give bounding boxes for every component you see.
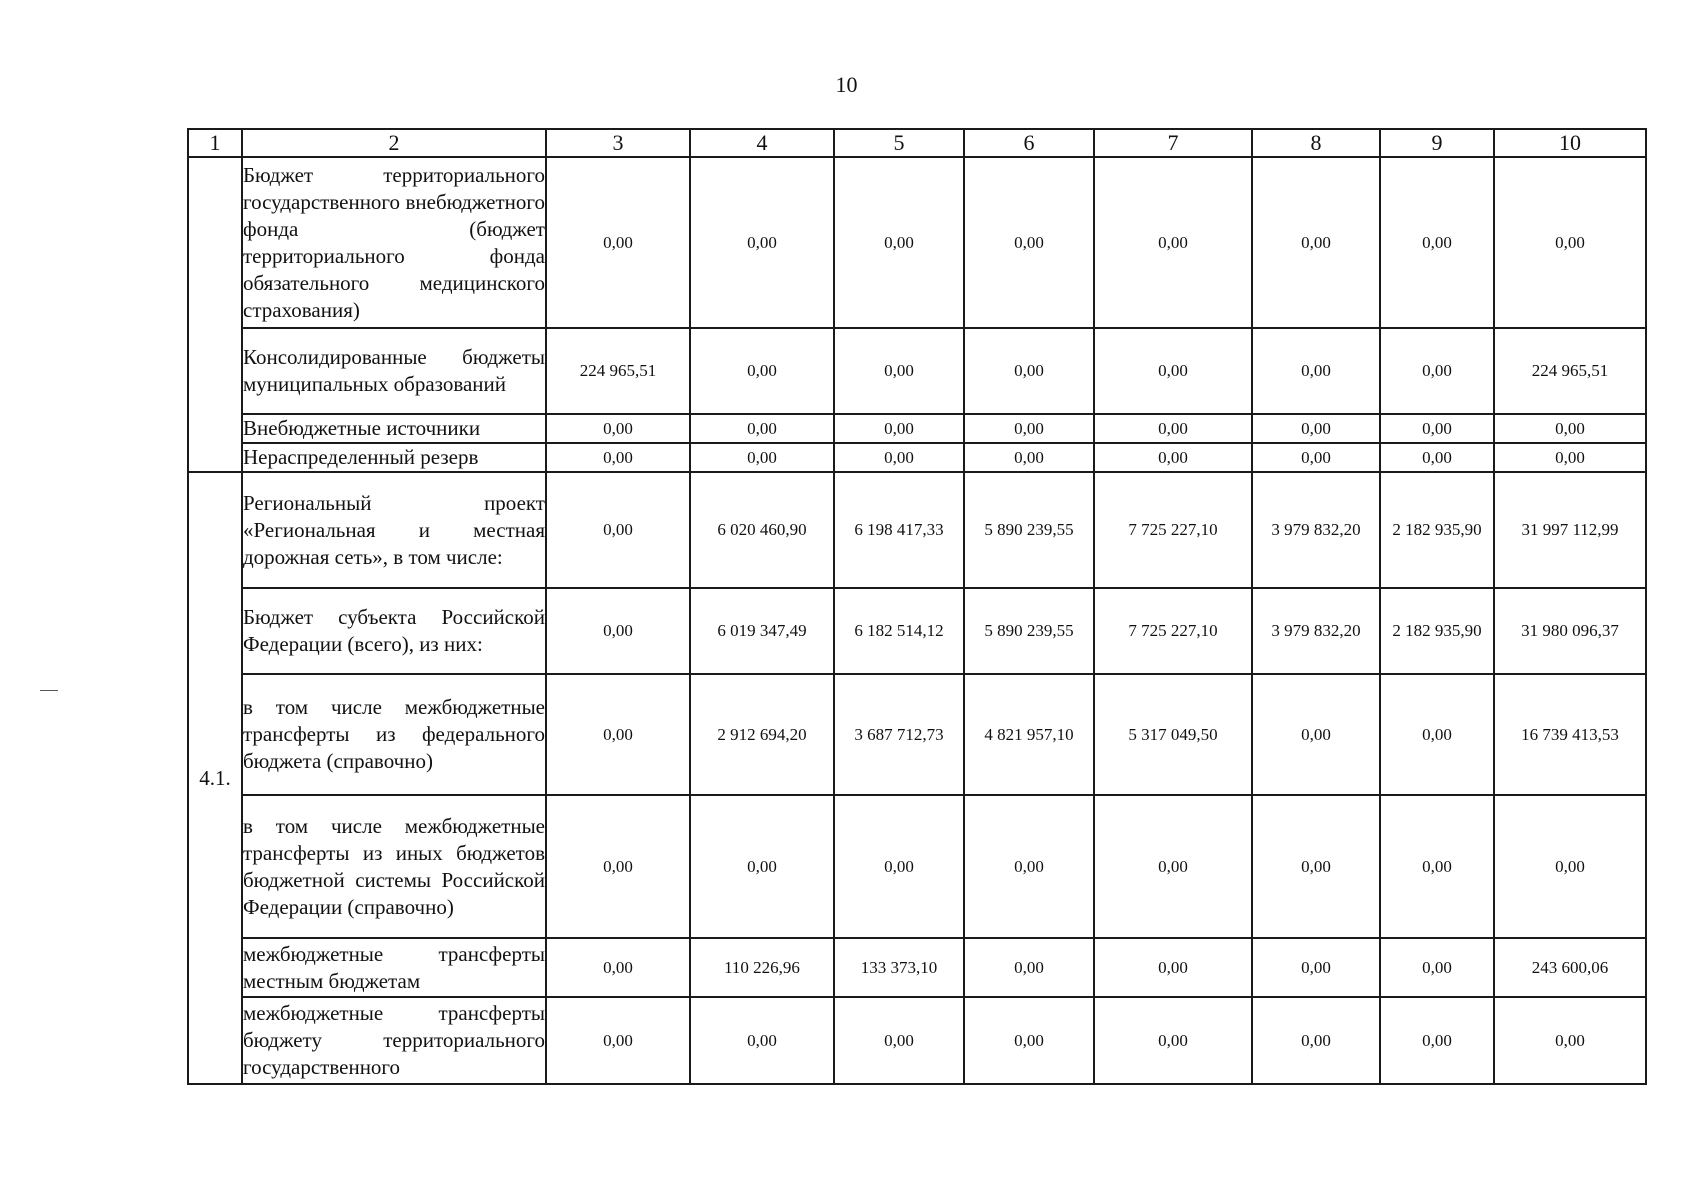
value-cell: 3 687 712,73 (834, 674, 964, 795)
split-value: 2 182 935,90 (1392, 520, 1482, 539)
row-label: Бюджет субъекта Российской Федерации (всего), из них: (242, 588, 546, 674)
page-number: 10 (835, 72, 858, 97)
value-cell: 0,00 (1252, 997, 1380, 1084)
value-cell: 0,00 (1494, 443, 1646, 472)
value-cell: 6 182 514,12 (834, 588, 964, 674)
column-header: 2 (242, 129, 546, 157)
value-cell: 5 890 239,55 (964, 588, 1094, 674)
value-cell: 0,00 (1252, 328, 1380, 414)
value-cell: 0,00 (1252, 938, 1380, 997)
value-cell: 0,00 (1094, 938, 1252, 997)
value-cell (1380, 472, 1494, 588)
value-cell: 0,00 (690, 328, 834, 414)
value-cell: 0,00 (690, 443, 834, 472)
table-row (188, 414, 1646, 443)
table-row (188, 938, 1646, 997)
value-cell: 6 020 460,90 (690, 472, 834, 588)
value-cell: 0,00 (1252, 795, 1380, 938)
value-cell: 0,00 (834, 414, 964, 443)
value-cell: 0,00 (964, 938, 1094, 997)
table-row (188, 472, 1646, 588)
row-label: в том числе межбюджетные трансферты из иных бюджетов бюджетной системы Российской Федерации (справочно) (242, 795, 546, 938)
value-cell: 0,00 (1094, 328, 1252, 414)
row-label: в том числе межбюджетные трансферты из федерального бюджета (справочно) (242, 674, 546, 795)
value-cell: 3 979 832,20 (1252, 588, 1380, 674)
column-header: 4 (690, 129, 834, 157)
value-cell: 243 600,06 (1494, 938, 1646, 997)
value-cell: 7 725 227,10 (1094, 472, 1252, 588)
table-row (188, 674, 1646, 795)
value-cell: 0,00 (1094, 443, 1252, 472)
header-row (188, 129, 1646, 157)
value-cell: 0,00 (1094, 795, 1252, 938)
value-cell: 0,00 (834, 997, 964, 1084)
value-cell: 0,00 (1380, 938, 1494, 997)
row-number: 4.1. (188, 472, 242, 1084)
value-cell: 0,00 (546, 938, 690, 997)
value-cell: 0,00 (546, 443, 690, 472)
value-cell: 0,00 (690, 414, 834, 443)
value-cell: 0,00 (546, 674, 690, 795)
value-cell: 0,00 (546, 997, 690, 1084)
value-cell: 133 373,10 (834, 938, 964, 997)
value-cell (1380, 588, 1494, 674)
table-row (188, 795, 1646, 938)
value-cell: 0,00 (1252, 157, 1380, 328)
split-value: 2 182 935,90 (1392, 621, 1482, 640)
value-cell: 5 890 239,55 (964, 472, 1094, 588)
value-cell: 0,00 (546, 588, 690, 674)
value-cell: 0,00 (964, 328, 1094, 414)
scan-mark (40, 690, 58, 691)
row-number (188, 157, 242, 472)
value-cell: 2 912 694,20 (690, 674, 834, 795)
value-cell: 0,00 (964, 997, 1094, 1084)
value-cell: 0,00 (546, 472, 690, 588)
value-cell: 0,00 (1252, 443, 1380, 472)
value-cell: 0,00 (1380, 674, 1494, 795)
value-cell: 5 317 049,50 (1094, 674, 1252, 795)
row-label: межбюджетные трансферты бюджету территориального государственного (242, 997, 546, 1084)
value-cell: 6 198 417,33 (834, 472, 964, 588)
value-cell: 0,00 (964, 795, 1094, 938)
column-header: 8 (1252, 129, 1380, 157)
column-header: 10 (1494, 129, 1646, 157)
table-row (188, 328, 1646, 414)
row-label: Региональный проект «Региональная и местная дорожная сеть», в том числе: (242, 472, 546, 588)
value-cell: 0,00 (1494, 414, 1646, 443)
value-cell: 0,00 (1380, 328, 1494, 414)
value-cell: 0,00 (834, 157, 964, 328)
budget-table (187, 128, 1647, 1085)
value-cell: 6 019 347,49 (690, 588, 834, 674)
value-cell: 0,00 (1094, 997, 1252, 1084)
value-cell: 110 226,96 (690, 938, 834, 997)
value-cell: 0,00 (1494, 157, 1646, 328)
value-cell: 0,00 (1252, 674, 1380, 795)
value-cell: 0,00 (546, 414, 690, 443)
value-cell: 0,00 (1380, 157, 1494, 328)
value-cell: 0,00 (1094, 414, 1252, 443)
column-header: 6 (964, 129, 1094, 157)
value-cell: 0,00 (690, 997, 834, 1084)
value-cell: 0,00 (834, 795, 964, 938)
row-label: Внебюджетные источники (242, 414, 546, 443)
value-cell: 0,00 (964, 157, 1094, 328)
value-cell: 7 725 227,10 (1094, 588, 1252, 674)
value-cell: 0,00 (1380, 414, 1494, 443)
table-row (188, 997, 1646, 1084)
value-cell: 4 821 957,10 (964, 674, 1094, 795)
value-cell: 0,00 (1380, 997, 1494, 1084)
value-cell: 0,00 (1494, 795, 1646, 938)
value-cell: 0,00 (964, 414, 1094, 443)
value-cell: 3 979 832,20 (1252, 472, 1380, 588)
column-header: 9 (1380, 129, 1494, 157)
value-cell: 0,00 (546, 157, 690, 328)
row-label: межбюджетные трансферты местным бюджетам (242, 938, 546, 997)
row-label: Бюджет территориального государственного внебюджетного фонда (бюджет территориального фонда обязательного медицинского страхования) (242, 157, 546, 328)
value-cell: 0,00 (834, 328, 964, 414)
value-cell: 0,00 (964, 443, 1094, 472)
value-cell: 0,00 (690, 157, 834, 328)
table-row (188, 588, 1646, 674)
value-cell: 31 980 096,37 (1494, 588, 1646, 674)
column-header: 5 (834, 129, 964, 157)
table-header (188, 129, 1646, 157)
table-row (188, 157, 1646, 328)
value-cell: 224 965,51 (1494, 328, 1646, 414)
value-cell: 0,00 (1380, 795, 1494, 938)
value-cell: 31 997 112,99 (1494, 472, 1646, 588)
value-cell: 0,00 (1494, 997, 1646, 1084)
value-cell: 16 739 413,53 (1494, 674, 1646, 795)
value-cell: 0,00 (1380, 443, 1494, 472)
table-row (188, 443, 1646, 472)
row-label: Нераспределенный резерв (242, 443, 546, 472)
column-header: 7 (1094, 129, 1252, 157)
row-label: Консолидированные бюджеты муниципальных образований (242, 328, 546, 414)
value-cell: 0,00 (1252, 414, 1380, 443)
value-cell: 0,00 (690, 795, 834, 938)
value-cell: 0,00 (546, 795, 690, 938)
value-cell: 0,00 (1094, 157, 1252, 328)
value-cell: 0,00 (834, 443, 964, 472)
column-header: 3 (546, 129, 690, 157)
column-header: 1 (188, 129, 242, 157)
value-cell: 224 965,51 (546, 328, 690, 414)
